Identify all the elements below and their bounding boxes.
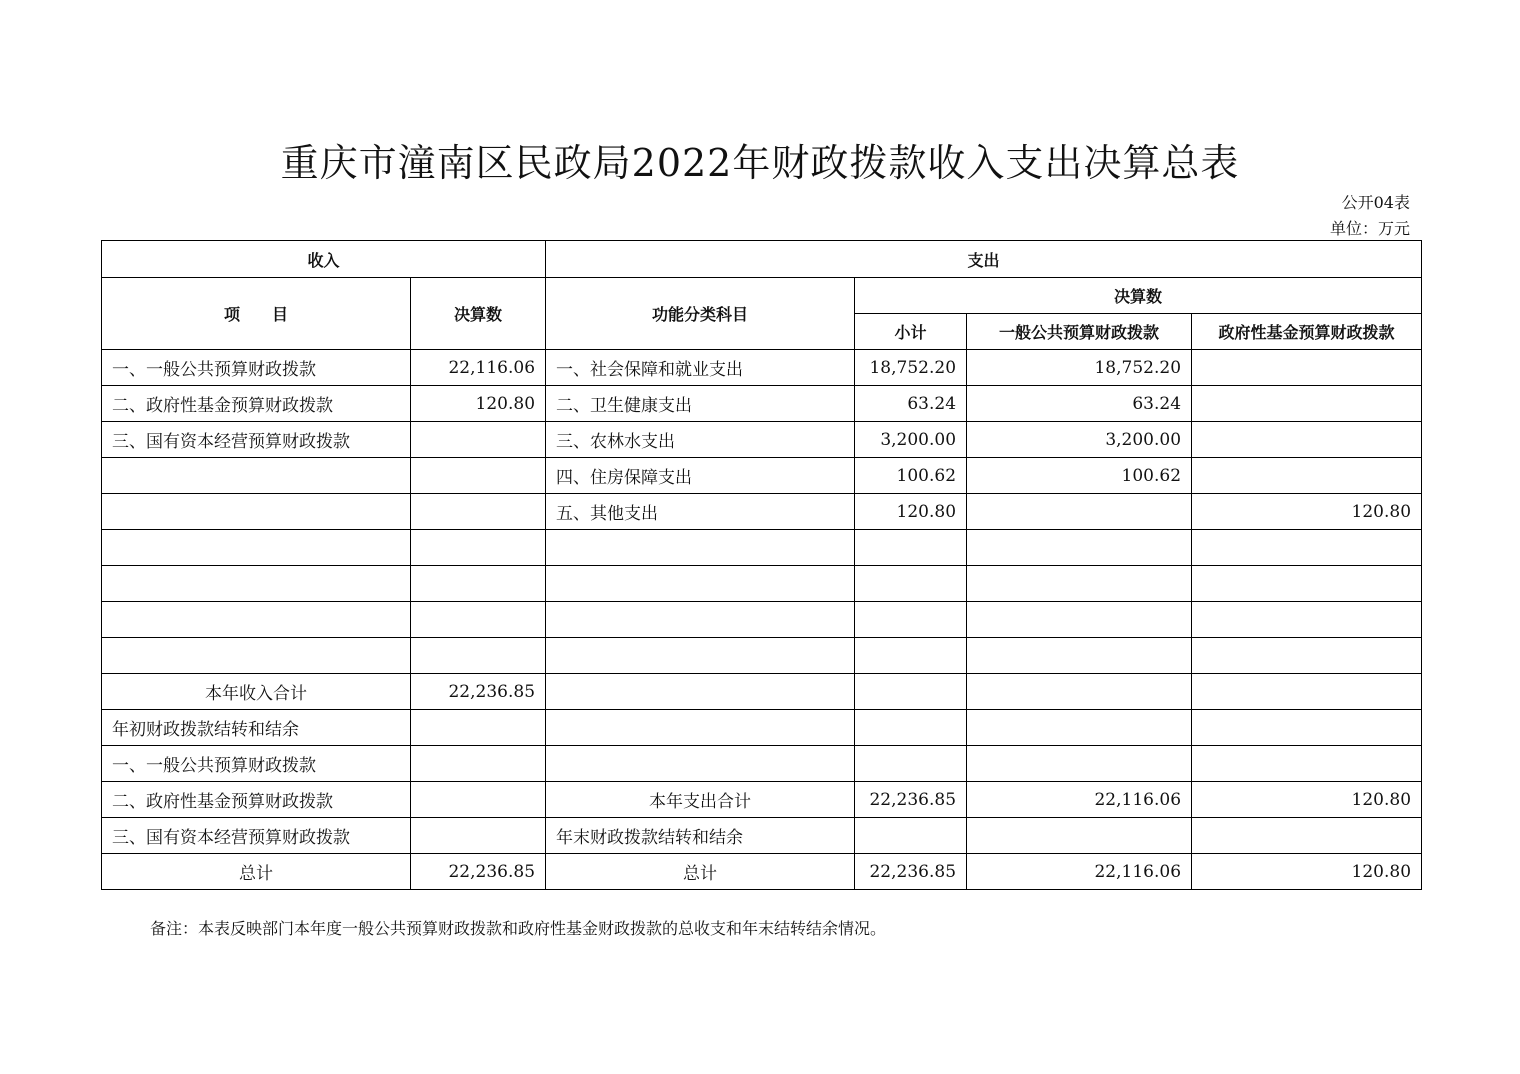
- table-row: [102, 818, 1422, 854]
- amount-cell: [411, 458, 546, 494]
- item-cell: 总计: [102, 854, 411, 890]
- general-cell: 100.62: [967, 458, 1192, 494]
- table-row: [102, 746, 1422, 782]
- fund-cell: [1192, 746, 1422, 782]
- item-cell: 一、一般公共预算财政拨款: [102, 746, 411, 782]
- header-row-1: [102, 241, 1422, 278]
- func-cell: [546, 710, 855, 746]
- table-row: [102, 710, 1422, 746]
- subtotal-cell: 100.62: [855, 458, 967, 494]
- amount-cell: 120.80: [411, 386, 546, 422]
- general-cell: 22,116.06: [967, 854, 1192, 890]
- fund-cell: [1192, 458, 1422, 494]
- amount-cell: [411, 782, 546, 818]
- subtotal-cell: [855, 818, 967, 854]
- general-cell: [967, 674, 1192, 710]
- subtotal-cell: 120.80: [855, 494, 967, 530]
- subtotal-cell: [855, 530, 967, 566]
- subtotal-cell: 22,236.85: [855, 782, 967, 818]
- budget-table: [101, 240, 1422, 890]
- fund-cell: [1192, 530, 1422, 566]
- item-cell: 二、政府性基金预算财政拨款: [102, 386, 411, 422]
- form-number: 公开04表: [1341, 193, 1410, 212]
- func-cell: [546, 566, 855, 602]
- expense-header: 支出: [546, 241, 1422, 278]
- general-cell: [967, 818, 1192, 854]
- func-cell: 三、农林水支出: [546, 422, 855, 458]
- func-cell: 本年支出合计: [546, 782, 855, 818]
- item-cell: [102, 530, 411, 566]
- func-cell: 年末财政拨款结转和结余: [546, 818, 855, 854]
- table-row: [102, 350, 1422, 386]
- item-cell: 本年收入合计: [102, 674, 411, 710]
- general-cell: [967, 602, 1192, 638]
- table-row: [102, 422, 1422, 458]
- fund-cell: 120.80: [1192, 494, 1422, 530]
- fund-cell: [1192, 386, 1422, 422]
- header-row-2: [102, 278, 1422, 314]
- table-row: [102, 386, 1422, 422]
- fund-cell: [1192, 638, 1422, 674]
- amount-cell: 22,236.85: [411, 854, 546, 890]
- income-header: 收入: [102, 241, 546, 278]
- general-cell: 22,116.06: [967, 782, 1192, 818]
- item-cell: [102, 458, 411, 494]
- general-cell: 3,200.00: [967, 422, 1192, 458]
- func-cell: 二、卫生健康支出: [546, 386, 855, 422]
- final-amount-header: 决算数: [411, 278, 546, 350]
- amount-cell: [411, 566, 546, 602]
- subtotal-cell: [855, 638, 967, 674]
- general-cell: [967, 710, 1192, 746]
- func-cell: 五、其他支出: [546, 494, 855, 530]
- subtotal-header: 小计: [855, 314, 967, 350]
- amount-cell: [411, 746, 546, 782]
- amount-cell: [411, 638, 546, 674]
- subtotal-cell: [855, 710, 967, 746]
- footnote: 备注：本表反映部门本年度一般公共预算财政拨款和政府性基金财政拨款的总收支和年末结转结余情况。: [150, 919, 887, 938]
- general-cell: 18,752.20: [967, 350, 1192, 386]
- amount-cell: 22,236.85: [411, 674, 546, 710]
- amount-cell: [411, 494, 546, 530]
- func-cell: 总计: [546, 854, 855, 890]
- unit-label: 单位：万元: [1329, 219, 1410, 238]
- func-category-header: 功能分类科目: [546, 278, 855, 350]
- func-cell: [546, 530, 855, 566]
- subtotal-cell: [855, 602, 967, 638]
- fund-cell: [1192, 710, 1422, 746]
- table-row: [102, 638, 1422, 674]
- general-cell: [967, 494, 1192, 530]
- fund-cell: [1192, 566, 1422, 602]
- func-cell: [546, 638, 855, 674]
- subtotal-cell: 63.24: [855, 386, 967, 422]
- item-cell: [102, 494, 411, 530]
- table-row: [102, 566, 1422, 602]
- amount-cell: 22,116.06: [411, 350, 546, 386]
- page-title: 重庆市潼南区民政局2022年财政拨款收入支出决算总表: [280, 141, 1240, 185]
- fund-cell: [1192, 674, 1422, 710]
- subtotal-cell: [855, 566, 967, 602]
- general-cell: 63.24: [967, 386, 1192, 422]
- subtotal-cell: 22,236.85: [855, 854, 967, 890]
- general-cell: [967, 530, 1192, 566]
- table-row: [102, 602, 1422, 638]
- general-cell: [967, 566, 1192, 602]
- amount-cell: [411, 710, 546, 746]
- fund-cell: [1192, 350, 1422, 386]
- fund-cell: 120.80: [1192, 782, 1422, 818]
- expense-final-header: 决算数: [855, 278, 1422, 314]
- item-cell: [102, 602, 411, 638]
- subtotal-cell: [855, 746, 967, 782]
- amount-cell: [411, 530, 546, 566]
- table-row: [102, 782, 1422, 818]
- item-header: 项 目: [102, 278, 411, 350]
- item-cell: 三、国有资本经营预算财政拨款: [102, 422, 411, 458]
- func-cell: 一、社会保障和就业支出: [546, 350, 855, 386]
- table-row: [102, 674, 1422, 710]
- table-row: [102, 458, 1422, 494]
- subtotal-cell: 18,752.20: [855, 350, 967, 386]
- general-budget-header: 一般公共预算财政拨款: [967, 314, 1192, 350]
- gov-fund-header: 政府性基金预算财政拨款: [1192, 314, 1422, 350]
- subtotal-cell: [855, 674, 967, 710]
- subtotal-cell: 3,200.00: [855, 422, 967, 458]
- general-cell: [967, 746, 1192, 782]
- general-cell: [967, 638, 1192, 674]
- item-cell: [102, 566, 411, 602]
- item-cell: 一、一般公共预算财政拨款: [102, 350, 411, 386]
- fund-cell: [1192, 602, 1422, 638]
- fund-cell: [1192, 818, 1422, 854]
- amount-cell: [411, 602, 546, 638]
- fund-cell: [1192, 422, 1422, 458]
- func-cell: [546, 602, 855, 638]
- table-row: [102, 494, 1422, 530]
- func-cell: [546, 746, 855, 782]
- fund-cell: 120.80: [1192, 854, 1422, 890]
- item-cell: 二、政府性基金预算财政拨款: [102, 782, 411, 818]
- table-row: [102, 530, 1422, 566]
- amount-cell: [411, 422, 546, 458]
- func-cell: [546, 674, 855, 710]
- amount-cell: [411, 818, 546, 854]
- total-row: [102, 854, 1422, 890]
- item-cell: 年初财政拨款结转和结余: [102, 710, 411, 746]
- item-cell: [102, 638, 411, 674]
- func-cell: 四、住房保障支出: [546, 458, 855, 494]
- item-cell: 三、国有资本经营预算财政拨款: [102, 818, 411, 854]
